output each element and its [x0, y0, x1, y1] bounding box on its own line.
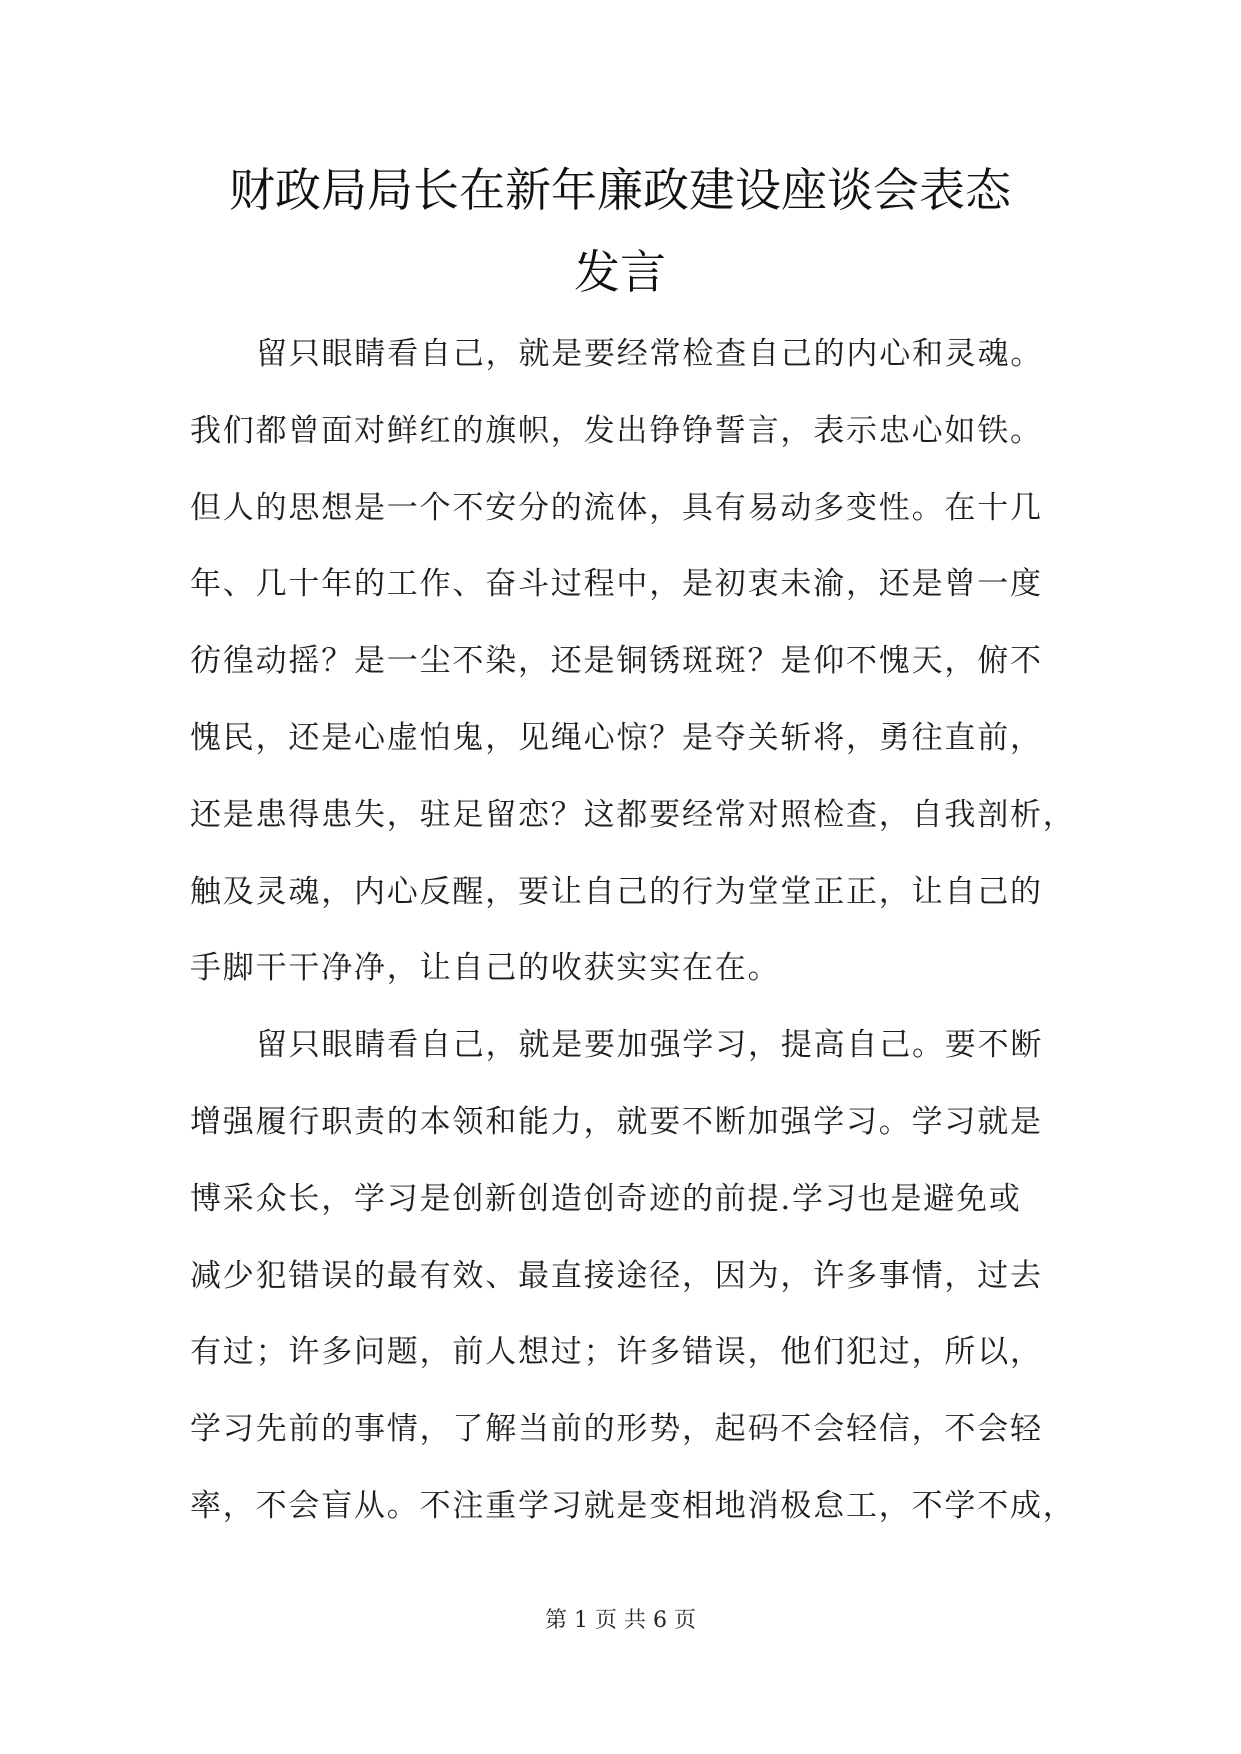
paragraph-1 — [190, 316, 1076, 1007]
document-title-line-2: 发言 — [574, 245, 666, 299]
text-line: 彷徨动摇？是一尘不染，还是铜锈斑斑？是仰不愧天，俯不 — [190, 643, 1043, 680]
text-line: 博采众长，学习是创新创造创奇迹的前提.学习也是避免或 — [190, 1180, 1022, 1217]
text-line: 增强履行职责的本领和能力，就要不断加强学习。学习就是 — [190, 1103, 1043, 1140]
text-line: 愧民，还是心虚怕鬼，见绳心惊？是夺关斩将，勇往直前， — [190, 719, 1043, 756]
text-line: 学习先前的事情，了解当前的形势，起码不会轻信，不会轻 — [190, 1411, 1043, 1448]
text-line: 减少犯错误的最有效、最直接途径，因为，许多事情，过去 — [190, 1257, 1043, 1294]
text-line: 还是患得患失，驻足留恋？这都要经常对照检查，自我剖析， — [190, 796, 1076, 833]
text-line: 留只眼睛看自己，就是要加强学习，提高自己。要不断 — [256, 1027, 1044, 1064]
text-line: 留只眼睛看自己，就是要经常检查自己的内心和灵魂。 — [256, 336, 1044, 372]
document-title-line-1: 财政局局长在新年廉政建设座谈会表态 — [229, 163, 1011, 217]
text-line: 手脚干干净净，让自己的收获实实在在。 — [190, 950, 781, 987]
document-body — [190, 316, 1076, 1545]
text-line: 触及灵魂，内心反醒，要让自己的行为堂堂正正，让自己的 — [190, 873, 1043, 910]
text-line: 年、几十年的工作、奋斗过程中，是初衷未渝，还是曾一度 — [190, 566, 1043, 603]
text-line: 有过；许多问题，前人想过；许多错误，他们犯过，所以， — [190, 1334, 1043, 1371]
text-line: 我们都曾面对鲜红的旗帜，发出铮铮誓言，表示忠心如铁。 — [190, 412, 1043, 449]
text-line: 但人的思想是一个不安分的流体，具有易动多变性。在十几 — [190, 489, 1043, 526]
paragraph-2 — [190, 1007, 1076, 1545]
page-number-footer: 第 1 页 共 6 页 — [545, 1608, 696, 1633]
text-line: 率，不会盲从。不注重学习就是变相地消极怠工，不学不成， — [190, 1487, 1076, 1524]
